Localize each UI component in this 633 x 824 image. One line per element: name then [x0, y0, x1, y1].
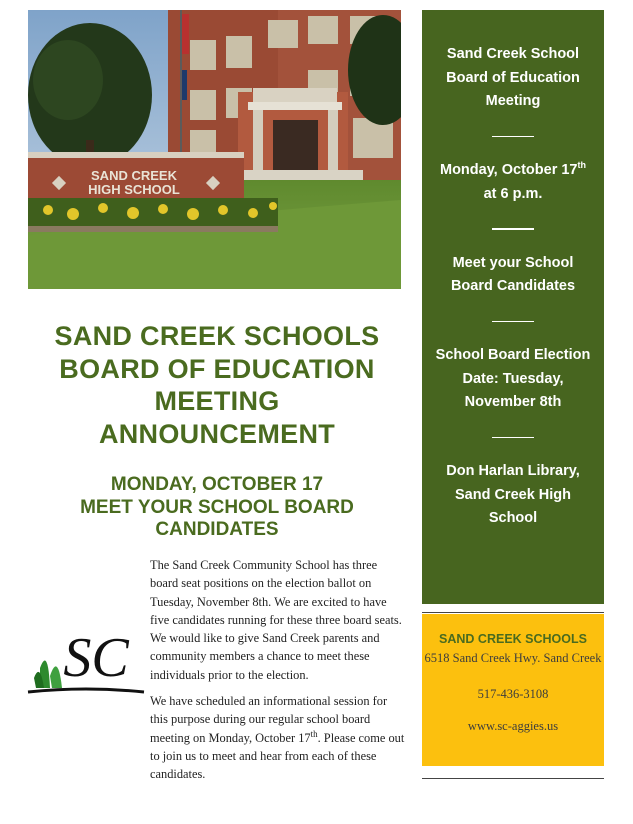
sidebar-election: School Board Election Date: Tuesday, November 8th — [435, 347, 591, 410]
body-p2-text: We have scheduled an informational session for this purpose during our regular school board meeting on Monday, October 17 — [150, 694, 388, 745]
contact-name: SAND CREEK SCHOOLS — [439, 632, 587, 646]
sidebar-divider — [492, 136, 534, 138]
sidebar-location: Don Harlan Library, Sand Creek High School — [446, 463, 580, 526]
logo-float — [26, 616, 150, 766]
school-photo — [28, 10, 401, 289]
title-line: SAND CREEK SCHOOLS — [54, 321, 380, 351]
page-title — [28, 320, 406, 450]
body-p1-text: The Sand Creek Community School has three board seat positions on the election ballot on Tuesday, November 8th. We are excited to have five candidates running for these three board seats. We would like to give Sand Creek parents and community members a chance to meet these individuals prior to the election. — [150, 558, 402, 682]
sidebar-date-sup: th — [577, 160, 586, 171]
logo-letters: SC — [63, 627, 129, 689]
contact-top-rule — [422, 612, 604, 613]
subtitle-line: CANDIDATES — [155, 519, 279, 540]
body-p2-sup: th — [310, 728, 318, 739]
sidebar-divider — [492, 228, 534, 230]
title-line: MEETING — [154, 386, 280, 416]
sign-line2: HIGH SCHOOL — [88, 182, 180, 197]
sidebar-date-time: at 6 p.m. — [483, 185, 543, 202]
sidebar-divider — [492, 321, 534, 323]
contact-phone: 517-436-3108 — [477, 687, 549, 701]
sc-logo — [26, 616, 150, 706]
title-line: BOARD OF EDUCATION — [59, 353, 375, 384]
title-line: ANNOUNCEMENT — [98, 418, 336, 449]
page-subtitle — [28, 474, 406, 542]
sidebar-date-text: Monday, October 17 — [439, 162, 578, 178]
sidebar-meet: Meet your School Board Candidates — [450, 254, 576, 294]
body-paragraph-1 — [28, 556, 406, 689]
announcement-body — [28, 556, 406, 792]
sidebar-date — [433, 159, 593, 206]
subtitle-line: MEET YOUR SCHOOL BOARD — [80, 496, 354, 518]
body-p2-end: . Please come out to join us to meet and hear from each of these candidates. — [150, 730, 405, 782]
event-sidebar — [422, 10, 604, 604]
contact-website[interactable]: www.sc-aggies.us — [467, 719, 559, 733]
subtitle-line: MONDAY, OCTOBER 17 — [110, 474, 324, 495]
contact-address: 6518 Sand Creek Hwy. Sand Creek — [424, 651, 602, 665]
sidebar-meeting-title: Sand Creek School Board of Education Meeting — [446, 46, 580, 109]
contact-bottom-rule — [422, 778, 604, 779]
contact-box — [422, 614, 604, 766]
sidebar-divider — [492, 437, 534, 439]
sign-line1: SAND CREEK — [91, 168, 177, 183]
